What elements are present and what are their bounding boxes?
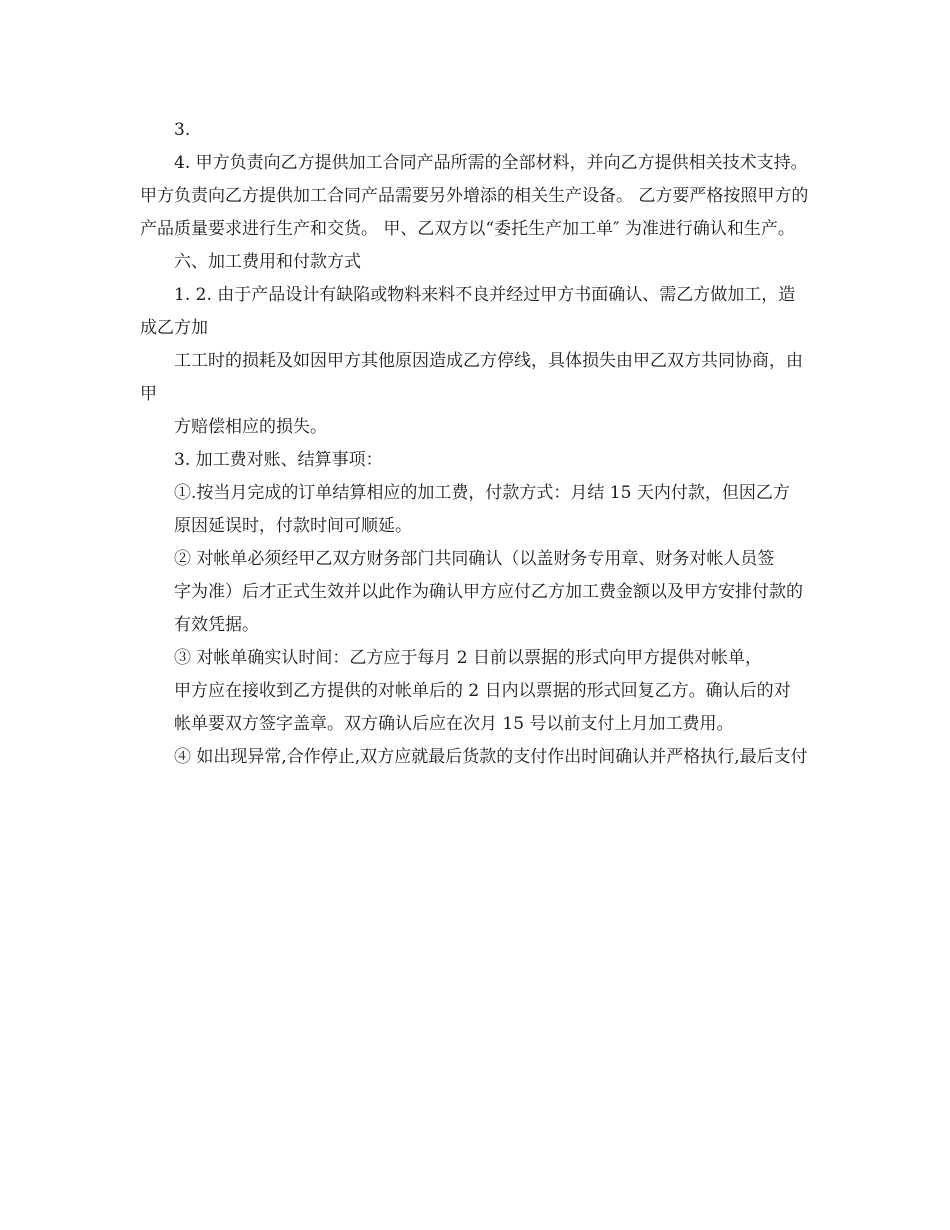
paragraph-line-effective: 字为准）后才正式生效并以此作为确认甲方应付乙方加工费金额以及甲方安排付款的: [174, 582, 803, 602]
paragraph-item-3: 3.: [174, 120, 191, 140]
paragraph-circled-3: ③ 对帐单确实认时间：乙方应于每月 2 日前以票据的形式向甲方提供对帐单，: [174, 648, 763, 668]
paragraph-circled-4: ④ 如出现异常,合作停止,双方应就最后货款的支付作出时间确认并严格执行,最后支付: [174, 747, 808, 767]
paragraph-line-compensation: 方赔偿相应的损失。: [174, 417, 327, 437]
paragraph-line-payment-date: 帐单要双方签字盖章。双方确认后应在次月 15 号以前支付上月加工费用。: [174, 714, 734, 734]
section-heading-processing-fees: 六、加工费用和付款方式: [174, 252, 361, 272]
paragraph-line-delay: 原因延误时，付款时间可顺延。: [174, 516, 412, 536]
document-body: [140, 114, 812, 774]
paragraph-item-4-materials: 4. 甲方负责向乙方提供加工合同产品所需的全部材料，并向乙方提供相关技术支持。 甲方负责向乙方提供加工合同产品需要另外增添的相关生产设备。 乙方要严格按照甲方的产品质量要求进行生产和交货。 甲、乙双方以“委托生产加工单″ 为准进行确认和生产。: [140, 153, 809, 239]
paragraph-circled-1: ①.按当月完成的订单结算相应的加工费，付款方式：月结 15 天内付款，但因乙方: [174, 483, 790, 503]
paragraph-circled-2: ② 对帐单必须经甲乙双方财务部门共同确认（以盖财务专用章、财务对帐人员签: [174, 549, 775, 569]
paragraph-item-3-settlement: 3. 加工费对账、结算事项：: [174, 450, 383, 470]
paragraph-line-reply: 甲方应在接收到乙方提供的对帐单后的 2 日内以票据的形式回复乙方。确认后的对: [174, 681, 791, 701]
paragraph-item-1-2-defects: 1. 2. 由于产品设计有缺陷或物料来料不良并经过甲方书面确认、需乙方做加工，造成乙方加: [140, 285, 796, 338]
paragraph-line-downtime: 工工时的损耗及如因甲方其他原因造成乙方停线，具体损失由甲乙双方共同协商，由甲: [140, 351, 803, 404]
paragraph-line-valid-proof: 有效凭据。: [174, 615, 259, 635]
